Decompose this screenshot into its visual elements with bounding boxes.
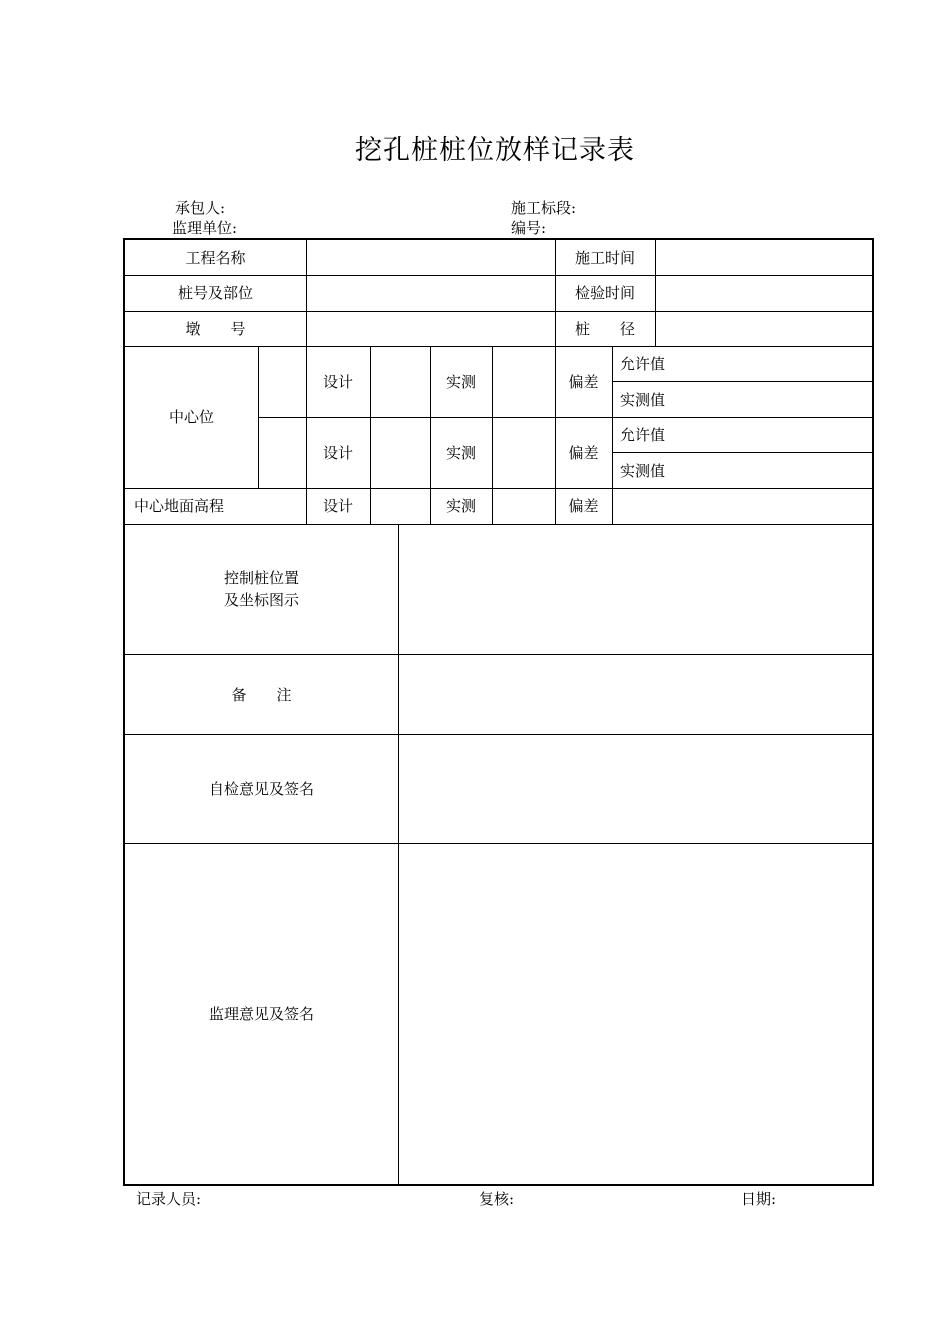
self-check-label: 自检意见及签名 xyxy=(208,780,314,798)
row-divider xyxy=(125,843,872,844)
col-divider xyxy=(612,346,613,524)
row-divider xyxy=(125,654,872,655)
row-divider xyxy=(258,417,872,418)
measured-value-label: 实测值 xyxy=(620,462,666,480)
reviewer-label: 复核: xyxy=(479,1190,515,1208)
deviation-label: 偏差 xyxy=(568,497,599,515)
remarks-label: 备 注 xyxy=(231,686,292,704)
row-divider xyxy=(125,311,872,312)
center-ground-elev-label: 中心地面高程 xyxy=(134,497,225,515)
control-pile-label-line1: 控制桩位置 xyxy=(223,569,299,587)
contractor-label: 承包人: xyxy=(175,199,226,217)
record-table xyxy=(123,238,874,1186)
allowed-value-label: 允许值 xyxy=(620,426,666,444)
col-divider xyxy=(655,240,656,346)
measured-value-label: 实测值 xyxy=(620,391,666,409)
inspection-time-label: 检验时间 xyxy=(574,284,635,302)
row-divider xyxy=(125,488,872,489)
row-divider xyxy=(125,275,872,276)
row-divider xyxy=(125,524,872,525)
center-position-label: 中心位 xyxy=(168,408,214,426)
construction-time-label: 施工时间 xyxy=(574,249,635,267)
row-divider xyxy=(612,381,872,382)
design-label: 设计 xyxy=(322,444,353,462)
section-label: 施工标段: xyxy=(511,199,577,217)
col-divider xyxy=(398,524,399,1184)
supervisor-label: 监理单位: xyxy=(172,219,238,237)
number-label: 编号: xyxy=(511,219,547,237)
date-label: 日期: xyxy=(741,1190,777,1208)
row-divider xyxy=(125,346,872,347)
pile-diameter-label: 桩 径 xyxy=(574,320,635,338)
recorder-label: 记录人员: xyxy=(136,1190,202,1208)
col-divider xyxy=(370,346,371,524)
row-divider xyxy=(125,734,872,735)
measured-label: 实测 xyxy=(445,444,476,462)
allowed-value-label: 允许值 xyxy=(620,355,666,373)
project-name-label: 工程名称 xyxy=(185,249,246,267)
col-divider xyxy=(492,346,493,524)
measured-label: 实测 xyxy=(445,497,476,515)
pier-no-label: 墩 号 xyxy=(185,320,246,338)
measured-label: 实测 xyxy=(445,373,476,391)
deviation-label: 偏差 xyxy=(568,444,599,462)
deviation-label: 偏差 xyxy=(568,373,599,391)
supervisor-opinion-label: 监理意见及签名 xyxy=(208,1005,314,1023)
design-label: 设计 xyxy=(322,373,353,391)
row-divider xyxy=(612,452,872,453)
control-pile-label-line2: 及坐标图示 xyxy=(223,591,299,609)
col-divider xyxy=(258,346,259,488)
pile-position-label: 桩号及部位 xyxy=(177,284,253,302)
page-title: 挖孔桩桩位放样记录表 xyxy=(355,135,635,166)
design-label: 设计 xyxy=(322,497,353,515)
